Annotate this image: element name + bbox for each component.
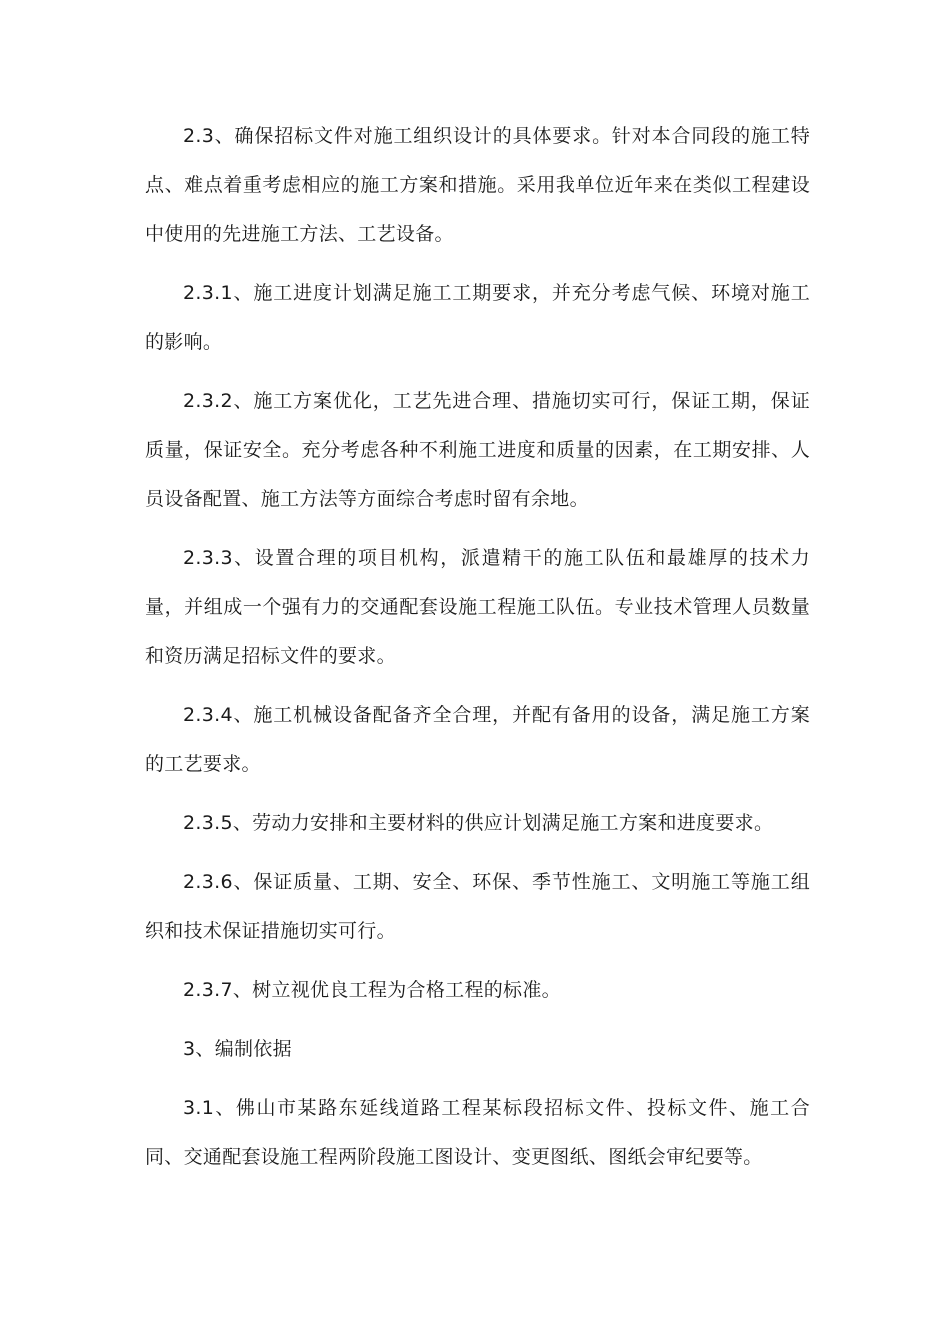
paragraph-2-3-2: 2.3.2、施工方案优化，工艺先进合理、措施切实可行，保证工期，保证质量，保证安全。充分考虑各种不利施工进度和质量的因素，在工期安排、人员设备配置、施工方法等方面综合考虑时留有余地。: [145, 390, 810, 510]
paragraph-2-3-6: 2.3.6、保证质量、工期、安全、环保、季节性施工、文明施工等施工组织和技术保证措施切实可行。: [145, 871, 810, 942]
paragraph-3-1: 3.1、佛山市某路东延线道路工程某标段招标文件、投标文件、施工合同、交通配套设施工程两阶段施工图设计、变更图纸、图纸会审纪要等。: [145, 1097, 810, 1168]
paragraph-2-3-3: 2.3.3、设置合理的项目机构，派遣精干的施工队伍和最雄厚的技术力量，并组成一个强有力的交通配套设施工程施工队伍。专业技术管理人员数量和资历满足招标文件的要求。: [145, 547, 810, 667]
document-body: [145, 112, 810, 1182]
paragraph-2-3-4: 2.3.4、施工机械设备配备齐全合理，并配有备用的设备，满足施工方案的工艺要求。: [145, 704, 810, 775]
paragraph-2-3-7: 2.3.7、树立视优良工程为合格工程的标准。: [183, 979, 561, 1001]
paragraph-2-3-1: 2.3.1、施工进度计划满足施工工期要求，并充分考虑气候、环境对施工的影响。: [145, 282, 810, 353]
section-heading-3: 3、编制依据: [183, 1038, 292, 1060]
paragraph-2-3-5: 2.3.5、劳动力安排和主要材料的供应计划满足施工方案和进度要求。: [183, 812, 774, 834]
paragraph-2-3: 2.3、确保招标文件对施工组织设计的具体要求。针对本合同段的施工特点、难点着重考虑相应的施工方案和措施。采用我单位近年来在类似工程建设中使用的先进施工方法、工艺设备。: [145, 125, 810, 245]
